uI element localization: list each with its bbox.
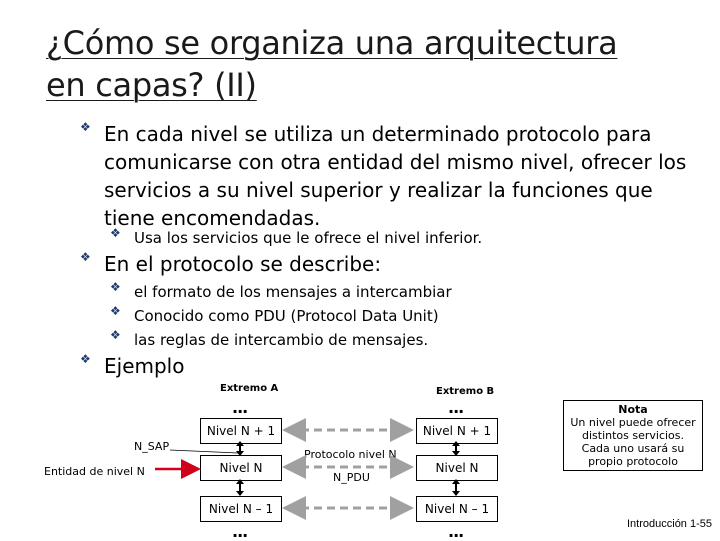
diamond-bullet-icon: ❖ xyxy=(110,226,121,240)
n-sap-pointer xyxy=(170,450,238,453)
dots-b-bottom: ... xyxy=(448,522,464,541)
n-sap-label: N_SAP xyxy=(134,440,170,453)
title-line-2: en capas? (II) xyxy=(46,66,257,104)
note-text: Un nivel puede ofrecer distintos servicios. Cada uno usará su propio protocolo xyxy=(570,416,696,468)
layer-n-minus-1-a: Nivel N – 1 xyxy=(200,496,282,522)
bullet-text: Usa los servicios que le ofrece el nivel inferior. xyxy=(134,229,483,247)
end-a-label: Extremo A xyxy=(220,383,279,394)
bullet-text: el formato de los mensajes a intercambiar xyxy=(134,283,452,301)
layer-n-a: Nivel N xyxy=(200,455,282,481)
dots-b-top: ... xyxy=(448,398,464,417)
note-box xyxy=(563,400,703,471)
end-b-label: Extremo B xyxy=(436,386,495,397)
diamond-bullet-icon: ❖ xyxy=(110,280,121,294)
bullet-text: En el protocolo se describe: xyxy=(104,252,382,276)
note-title: Nota xyxy=(618,403,648,416)
diamond-bullet-icon: ❖ xyxy=(110,304,121,318)
bullet-text: las reglas de intercambio de mensajes. xyxy=(134,331,429,349)
layer-n-minus-1-b: Nivel N – 1 xyxy=(416,496,498,522)
layer-n-plus-1-a: Nivel N + 1 xyxy=(200,418,282,444)
entity-label: Entidad de nivel N xyxy=(44,465,145,478)
dots-a-bottom: ... xyxy=(232,522,248,541)
layer-n-b: Nivel N xyxy=(416,455,498,481)
diamond-bullet-icon: ❖ xyxy=(80,120,91,134)
diamond-bullet-icon: ❖ xyxy=(80,250,91,264)
diamond-bullet-icon: ❖ xyxy=(110,328,121,342)
bullet-text: Ejemplo xyxy=(104,354,185,378)
diamond-bullet-icon: ❖ xyxy=(80,352,91,366)
bullet-text: Conocido como PDU (Protocol Data Unit) xyxy=(134,307,439,325)
slide-footer: Introducción 1-55 xyxy=(627,518,712,530)
protocol-label: Protocolo nivel N xyxy=(304,448,397,461)
title-line-1: ¿Cómo se organiza una arquitectura xyxy=(46,24,618,62)
layer-n-plus-1-b: Nivel N + 1 xyxy=(416,418,498,444)
pdu-label: N_PDU xyxy=(333,471,370,484)
bullet-text: En cada nivel se utiliza un determinado protocolo para comunicarse con otra entidad del mismo nivel, ofrecer los servicios a su nivel superior y realizar la funciones que tiene encomendadas. xyxy=(104,122,687,230)
dots-a-top: ... xyxy=(232,398,248,417)
